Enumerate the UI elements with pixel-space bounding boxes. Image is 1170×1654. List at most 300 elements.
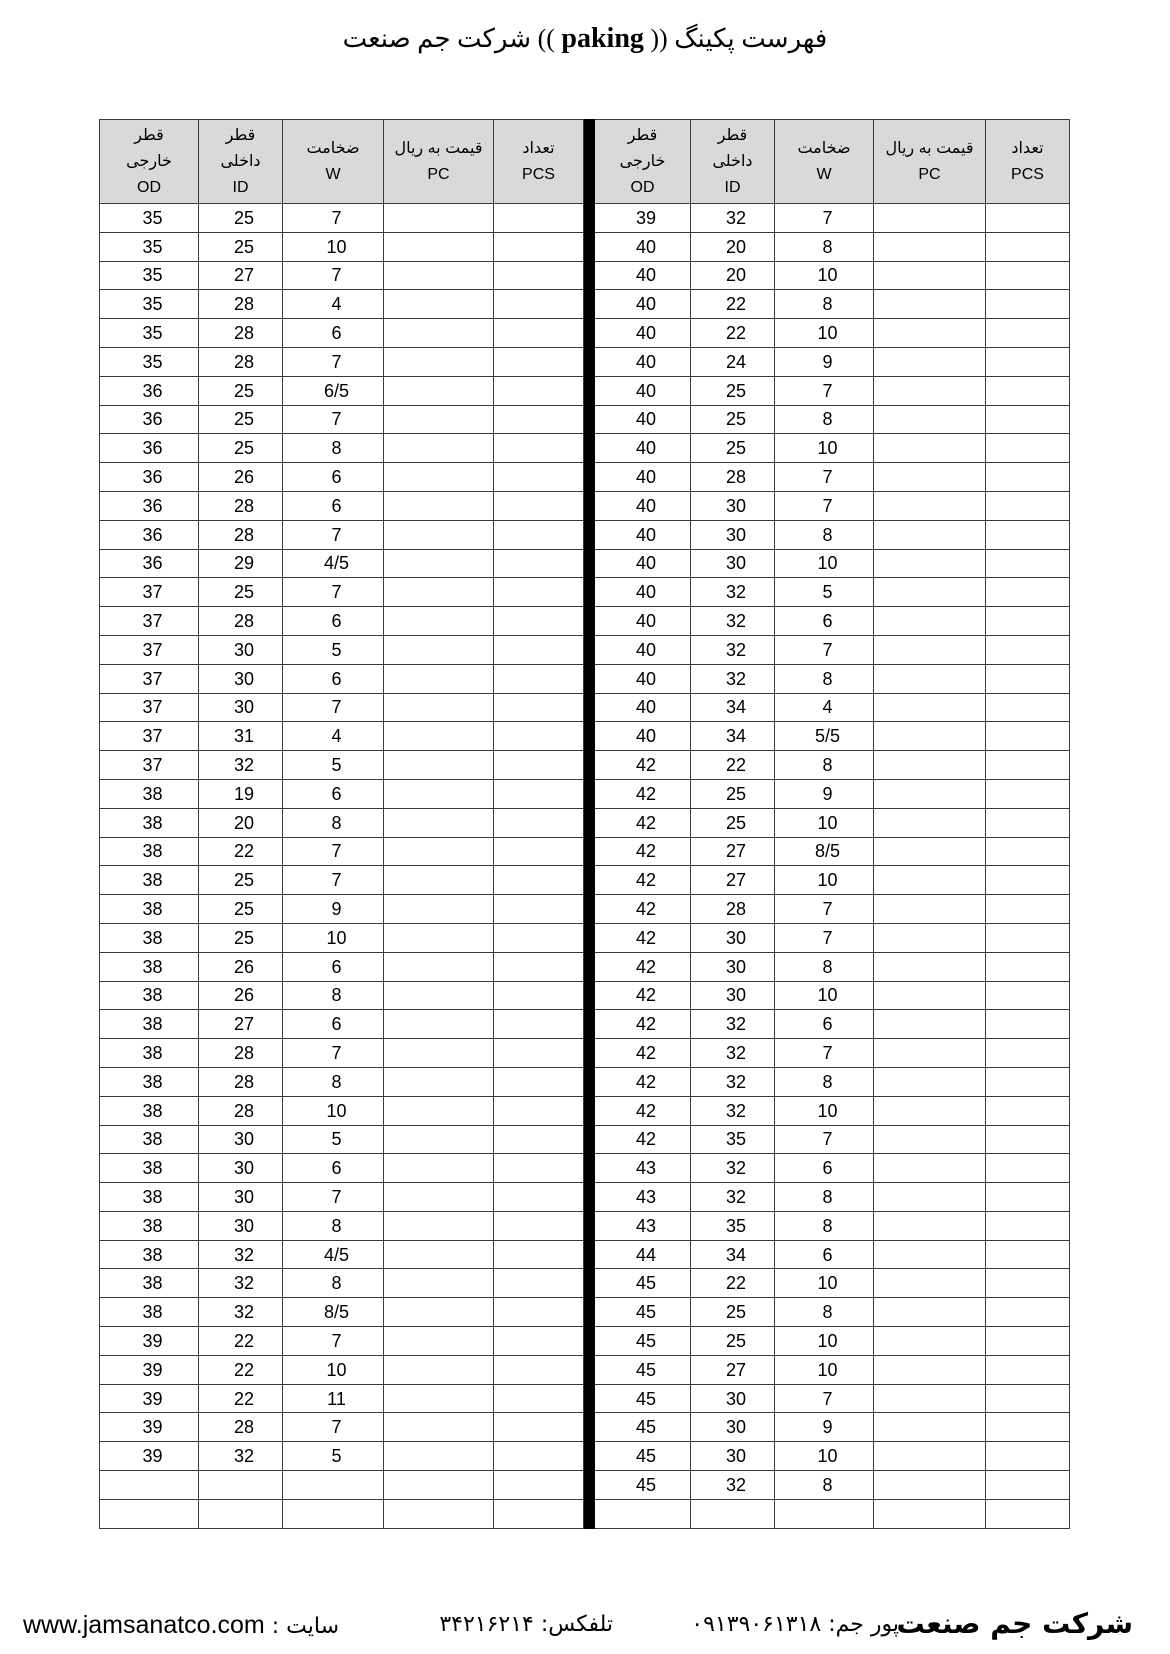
table-row [100, 434, 1070, 463]
left-od-cell: 36 [100, 491, 199, 520]
left-id-cell: 29 [199, 549, 283, 578]
right-w-cell: 7 [775, 204, 874, 233]
right-id-cell: 27 [691, 1355, 775, 1384]
right-price-cell [874, 981, 986, 1010]
left-qty-cell [494, 779, 584, 808]
right-id-cell: 24 [691, 347, 775, 376]
right-w-cell: 10 [775, 1096, 874, 1125]
right-w-cell: 10 [775, 319, 874, 348]
header-line: OD [630, 178, 655, 196]
column-divider [584, 664, 595, 693]
left-od-cell: 38 [100, 923, 199, 952]
right-od-cell: 42 [595, 1125, 691, 1154]
right-od-cell: 42 [595, 981, 691, 1010]
left-price-cell [384, 1067, 494, 1096]
left-qty-cell [494, 952, 584, 981]
left-od-cell: 39 [100, 1413, 199, 1442]
left-od-cell [100, 1499, 199, 1528]
right-price-cell [874, 808, 986, 837]
right-price-cell [874, 607, 986, 636]
left-id-cell: 25 [199, 866, 283, 895]
right-id-cell: 32 [691, 1471, 775, 1500]
header-line: PCS [1011, 165, 1044, 183]
right-w-cell: 7 [775, 1384, 874, 1413]
mobile-number: ۰۹۱۳۹۰۶۱۳۱۸ [691, 1612, 822, 1637]
right-price-cell [874, 779, 986, 808]
right-qty-cell [986, 1010, 1070, 1039]
right-qty-cell [986, 808, 1070, 837]
left-w-cell: 7 [283, 347, 384, 376]
left-id-cell: 28 [199, 1413, 283, 1442]
left-price-cell [384, 779, 494, 808]
right-id-cell [691, 1499, 775, 1528]
left-price-cell [384, 319, 494, 348]
right-qty-cell [986, 290, 1070, 319]
document-title [0, 16, 1170, 62]
table-row [100, 1471, 1070, 1500]
left-w-cell: 5 [283, 635, 384, 664]
right-qty-cell [986, 981, 1070, 1010]
left-price-cell [384, 463, 494, 492]
left-od-cell: 37 [100, 664, 199, 693]
left-qty-cell [494, 520, 584, 549]
left-price-cell [384, 607, 494, 636]
left-price-cell [384, 204, 494, 233]
table-row [100, 1413, 1070, 1442]
left-qty-cell [494, 693, 584, 722]
right-qty-cell [986, 751, 1070, 780]
left-id-cell: 28 [199, 520, 283, 549]
table-row [100, 290, 1070, 319]
right-w-cell: 8 [775, 751, 874, 780]
right-price-cell [874, 290, 986, 319]
right-qty-cell [986, 1442, 1070, 1471]
right-qty-cell [986, 1154, 1070, 1183]
left-od-cell: 35 [100, 319, 199, 348]
left-od-cell: 37 [100, 578, 199, 607]
left-price-cell [384, 1269, 494, 1298]
table-row [100, 693, 1070, 722]
left-price-cell [384, 808, 494, 837]
right-qty-cell [986, 1298, 1070, 1327]
left-od-cell: 36 [100, 549, 199, 578]
right-qty-cell [986, 1499, 1070, 1528]
header-line: تعداد [1011, 139, 1044, 157]
left-od-cell: 37 [100, 607, 199, 636]
left-id-cell: 26 [199, 463, 283, 492]
left-id-cell: 28 [199, 1096, 283, 1125]
table-row [100, 549, 1070, 578]
right-w-cell: 9 [775, 347, 874, 376]
right-id-cell: 32 [691, 1183, 775, 1212]
right-od-cell: 45 [595, 1442, 691, 1471]
right-price-cell [874, 1125, 986, 1154]
left-price-cell [384, 1384, 494, 1413]
right-id-cell: 25 [691, 779, 775, 808]
table-row [100, 837, 1070, 866]
left-w-cell: 7 [283, 405, 384, 434]
right-od-cell: 42 [595, 1067, 691, 1096]
right-price-cell [874, 376, 986, 405]
website-label: سایت : [271, 1614, 340, 1639]
left-od-cell: 37 [100, 722, 199, 751]
right-price-cell [874, 261, 986, 290]
right-price-cell [874, 635, 986, 664]
column-divider [584, 261, 595, 290]
right-w-cell: 9 [775, 779, 874, 808]
table-row [100, 261, 1070, 290]
right-qty-cell [986, 1096, 1070, 1125]
header-line: قطر [225, 126, 256, 144]
right-id-cell: 22 [691, 751, 775, 780]
right-od-cell: 42 [595, 895, 691, 924]
table-row [100, 664, 1070, 693]
left-w-cell: 7 [283, 520, 384, 549]
left-id-cell: 22 [199, 1327, 283, 1356]
right-od-cell: 42 [595, 751, 691, 780]
right-price-cell [874, 1442, 986, 1471]
right-od-cell: 45 [595, 1471, 691, 1500]
left-qty-cell [494, 1471, 584, 1500]
left-w-cell: 4/5 [283, 549, 384, 578]
header-line: W [816, 165, 832, 183]
table-row [100, 463, 1070, 492]
right-w-cell [775, 1499, 874, 1528]
left-w-cell: 6 [283, 607, 384, 636]
footer-mobile [691, 1608, 899, 1642]
left-id-cell: 27 [199, 261, 283, 290]
left-id-cell: 28 [199, 319, 283, 348]
right-qty-cell [986, 607, 1070, 636]
left-id-cell: 25 [199, 204, 283, 233]
left-id-cell: 32 [199, 1269, 283, 1298]
left-qty-cell [494, 434, 584, 463]
right-od-cell: 43 [595, 1211, 691, 1240]
left-price-cell [384, 693, 494, 722]
left-w-cell: 10 [283, 923, 384, 952]
left-od-cell: 38 [100, 1183, 199, 1212]
header-line: داخلی [220, 152, 261, 170]
column-divider [584, 808, 595, 837]
left-od-cell: 38 [100, 837, 199, 866]
table-row [100, 1240, 1070, 1269]
left-od-cell: 38 [100, 1154, 199, 1183]
left-price-cell [384, 376, 494, 405]
right-od-cell: 44 [595, 1240, 691, 1269]
column-divider [584, 722, 595, 751]
left-id-cell: 31 [199, 722, 283, 751]
table-row [100, 1442, 1070, 1471]
right-qty-cell [986, 520, 1070, 549]
right-w-cell: 8 [775, 664, 874, 693]
left-qty-cell [494, 607, 584, 636]
right-id-cell: 30 [691, 549, 775, 578]
right-w-cell: 7 [775, 1039, 874, 1068]
right-w-cell: 10 [775, 808, 874, 837]
left-price-cell [384, 290, 494, 319]
column-divider [584, 434, 595, 463]
right-w-cell: 8 [775, 1471, 874, 1500]
header-row [100, 120, 1070, 204]
right-od-cell: 40 [595, 261, 691, 290]
left-od-cell: 39 [100, 1384, 199, 1413]
right-price-cell [874, 722, 986, 751]
left-price-cell [384, 635, 494, 664]
left-qty-cell [494, 1154, 584, 1183]
right-od-cell: 42 [595, 952, 691, 981]
table-row [100, 1039, 1070, 1068]
left-w-cell: 6 [283, 319, 384, 348]
left-w-cell: 5 [283, 1125, 384, 1154]
left-qty-cell [494, 1298, 584, 1327]
left-id-cell: 28 [199, 1067, 283, 1096]
right-id-cell: 30 [691, 981, 775, 1010]
right-id-cell: 35 [691, 1211, 775, 1240]
column-divider [584, 895, 595, 924]
left-id-cell: 26 [199, 981, 283, 1010]
right-price-cell [874, 204, 986, 233]
left-w-cell: 7 [283, 1039, 384, 1068]
right-qty-cell [986, 837, 1070, 866]
right-w-cell: 10 [775, 866, 874, 895]
left-w-cell: 6 [283, 491, 384, 520]
right-od-cell: 40 [595, 347, 691, 376]
left-w-cell: 6 [283, 779, 384, 808]
column-divider [584, 952, 595, 981]
header-line: PC [918, 165, 941, 183]
left-w-cell: 11 [283, 1384, 384, 1413]
right-id-cell: 28 [691, 895, 775, 924]
left-price-cell [384, 981, 494, 1010]
left-qty-cell [494, 319, 584, 348]
left-qty-cell [494, 261, 584, 290]
right-qty-cell [986, 1125, 1070, 1154]
left-qty-cell [494, 923, 584, 952]
left-od-cell: 38 [100, 1096, 199, 1125]
column-divider [584, 981, 595, 1010]
right-price-cell [874, 463, 986, 492]
left-price-cell [384, 923, 494, 952]
right-price-cell [874, 578, 986, 607]
right-qty-cell [986, 491, 1070, 520]
right-od-cell: 45 [595, 1327, 691, 1356]
left-w-cell: 6 [283, 952, 384, 981]
left-w-cell: 8 [283, 434, 384, 463]
table-row [100, 405, 1070, 434]
right-w-cell: 8 [775, 232, 874, 261]
right-od-cell: 42 [595, 808, 691, 837]
column-divider [584, 578, 595, 607]
right-id-cell: 25 [691, 434, 775, 463]
left-w-cell: 7 [283, 866, 384, 895]
left-w-cell: 4 [283, 722, 384, 751]
right-w-cell: 8 [775, 1067, 874, 1096]
right-qty-cell [986, 376, 1070, 405]
left-w-cell: 7 [283, 837, 384, 866]
right-id-cell: 32 [691, 664, 775, 693]
left-price-cell [384, 405, 494, 434]
mobile-label: پور جم: [828, 1612, 899, 1637]
right-w-cell: 8 [775, 952, 874, 981]
left-od-cell: 38 [100, 1125, 199, 1154]
table-row [100, 491, 1070, 520]
right-id-cell: 30 [691, 952, 775, 981]
right-od-cell: 43 [595, 1183, 691, 1212]
column-divider [584, 1384, 595, 1413]
header-line: W [325, 165, 341, 183]
left-price-cell [384, 1183, 494, 1212]
left-price-cell [384, 866, 494, 895]
table-row [100, 895, 1070, 924]
left-id-header [199, 120, 283, 204]
left-qty-cell [494, 1327, 584, 1356]
column-divider [584, 1499, 595, 1528]
table-row [100, 1154, 1070, 1183]
right-od-cell: 40 [595, 693, 691, 722]
right-od-cell: 45 [595, 1298, 691, 1327]
right-qty-cell [986, 347, 1070, 376]
left-price-cell [384, 1125, 494, 1154]
right-id-cell: 30 [691, 491, 775, 520]
column-divider [584, 319, 595, 348]
column-divider [584, 1240, 595, 1269]
right-od-cell: 42 [595, 779, 691, 808]
right-w-cell: 7 [775, 1125, 874, 1154]
right-qty-cell [986, 1183, 1070, 1212]
left-w-cell: 4/5 [283, 1240, 384, 1269]
left-id-cell: 25 [199, 405, 283, 434]
right-w-cell: 6 [775, 1010, 874, 1039]
table-row [100, 923, 1070, 952]
left-price-cell [384, 1298, 494, 1327]
left-qty-cell [494, 1067, 584, 1096]
right-price-cell [874, 549, 986, 578]
left-qty-cell [494, 1269, 584, 1298]
right-price-cell [874, 1327, 986, 1356]
right-w-cell: 6 [775, 1154, 874, 1183]
left-od-cell: 38 [100, 952, 199, 981]
left-qty-cell [494, 895, 584, 924]
right-qty-cell [986, 1039, 1070, 1068]
right-od-cell: 40 [595, 463, 691, 492]
right-price-cell [874, 751, 986, 780]
right-id-cell: 32 [691, 578, 775, 607]
right-qty-cell [986, 923, 1070, 952]
right-w-cell: 8 [775, 520, 874, 549]
right-qty-cell [986, 549, 1070, 578]
right-qty-cell [986, 261, 1070, 290]
telfax-label: تلفکس: [540, 1612, 613, 1637]
right-id-cell: 35 [691, 1125, 775, 1154]
table-row [100, 808, 1070, 837]
right-price-cell [874, 1067, 986, 1096]
left-od-cell: 39 [100, 1442, 199, 1471]
left-id-cell: 30 [199, 664, 283, 693]
left-qty-cell [494, 1211, 584, 1240]
left-w-cell: 7 [283, 1413, 384, 1442]
right-od-cell: 40 [595, 232, 691, 261]
title-text-start: فهرست پکینگ (( [643, 24, 828, 53]
left-od-cell: 36 [100, 463, 199, 492]
left-id-cell: 28 [199, 347, 283, 376]
table-row [100, 1327, 1070, 1356]
table-row [100, 1298, 1070, 1327]
header-line: OD [137, 178, 161, 196]
right-price-cell [874, 1154, 986, 1183]
header-line: PCS [522, 165, 555, 183]
right-od-cell: 40 [595, 635, 691, 664]
left-price-cell [384, 261, 494, 290]
left-od-cell: 38 [100, 1240, 199, 1269]
right-od-cell: 40 [595, 290, 691, 319]
left-w-cell: 7 [283, 261, 384, 290]
table-row [100, 520, 1070, 549]
right-w-cell: 7 [775, 491, 874, 520]
left-w-cell: 10 [283, 1355, 384, 1384]
left-qty-cell [494, 1039, 584, 1068]
left-qty-cell [494, 549, 584, 578]
header-line: قیمت به ریال [885, 139, 974, 157]
right-od-cell: 42 [595, 1010, 691, 1039]
left-id-cell [199, 1471, 283, 1500]
left-od-cell: 38 [100, 1010, 199, 1039]
right-price-cell [874, 1298, 986, 1327]
column-divider [584, 290, 595, 319]
right-qty-cell [986, 1384, 1070, 1413]
column-divider [584, 1298, 595, 1327]
column-divider [584, 1442, 595, 1471]
right-od-cell: 40 [595, 549, 691, 578]
right-price-cell [874, 1269, 986, 1298]
right-qty-cell [986, 204, 1070, 233]
left-w-cell: 8 [283, 981, 384, 1010]
right-od-cell: 40 [595, 722, 691, 751]
right-price-cell [874, 866, 986, 895]
left-qty-cell [494, 376, 584, 405]
right-od-cell: 42 [595, 1096, 691, 1125]
left-w-cell: 6/5 [283, 376, 384, 405]
table-row [100, 952, 1070, 981]
header-line: داخلی [712, 152, 753, 170]
right-w-cell: 8/5 [775, 837, 874, 866]
right-price-cell [874, 1211, 986, 1240]
column-divider [584, 1039, 595, 1068]
left-qty-cell [494, 837, 584, 866]
left-id-cell: 30 [199, 1211, 283, 1240]
right-qty-cell [986, 779, 1070, 808]
left-od-cell: 37 [100, 693, 199, 722]
left-w-cell: 7 [283, 1327, 384, 1356]
left-id-cell [199, 1499, 283, 1528]
column-divider [584, 1096, 595, 1125]
header-line: قطر [134, 126, 164, 144]
table-row [100, 1499, 1070, 1528]
table-row [100, 607, 1070, 636]
left-w-cell: 4 [283, 290, 384, 319]
table-row [100, 1067, 1070, 1096]
right-price-cell [874, 347, 986, 376]
right-qty-cell [986, 635, 1070, 664]
column-divider [584, 1327, 595, 1356]
left-w-cell: 10 [283, 1096, 384, 1125]
left-qty-cell [494, 664, 584, 693]
right-od-cell: 43 [595, 1154, 691, 1183]
left-id-cell: 25 [199, 895, 283, 924]
right-price-cell [874, 952, 986, 981]
left-od-cell: 38 [100, 1211, 199, 1240]
left-id-cell: 32 [199, 751, 283, 780]
left-qty-cell [494, 1413, 584, 1442]
